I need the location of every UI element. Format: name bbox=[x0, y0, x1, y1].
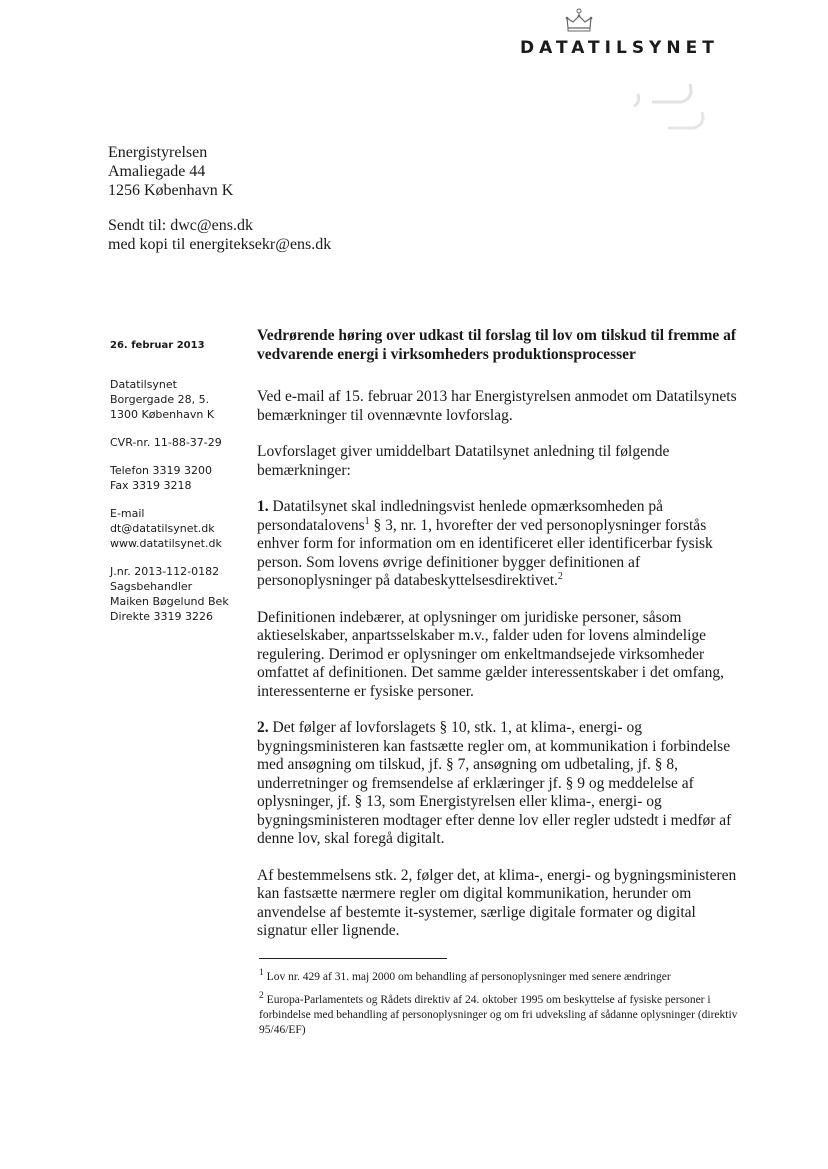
sender-address-line: Datatilsynet bbox=[110, 378, 177, 391]
recipient-address bbox=[108, 143, 233, 200]
sent-to-block bbox=[108, 216, 331, 254]
cvr-number bbox=[110, 435, 250, 450]
section-number: 1. bbox=[257, 498, 269, 515]
case-handler-label: Sagsbehandler bbox=[110, 580, 193, 593]
recipient-line: 1256 København K bbox=[108, 182, 234, 199]
paragraph-text: § 3, nr. 1, hvorefter der ved personoplysninger forstås enhver form for information om en identificeret eller identificerbar fysisk person. Som lovens øvrige definitioner bygger definitionen af personoplysninger på databeskyttelsesdirektivet. bbox=[257, 516, 713, 589]
footnote-text: Lov nr. 429 af 31. maj 2000 om behandling af personoplysninger med senere ændringer bbox=[263, 970, 671, 983]
letter-date: 26. februar 2013 bbox=[110, 340, 205, 351]
footnote-divider bbox=[259, 958, 447, 959]
footnote-ref: 1 bbox=[364, 515, 370, 527]
case-handler-phone: Direkte 3319 3226 bbox=[110, 610, 214, 623]
cc-line: med kopi til energiteksekr@ens.dk bbox=[108, 236, 332, 253]
recipient-line: Energistyrelsen bbox=[108, 144, 208, 161]
faint-watermark-mark bbox=[612, 66, 712, 146]
sent-to-line: Sendt til: dwc@ens.dk bbox=[108, 217, 253, 234]
body-paragraph: Lovforslaget giver umiddelbart Datatilsynet anledning til følgende bemærkninger: bbox=[257, 443, 670, 479]
phone-line: Telefon 3319 3200 bbox=[110, 464, 212, 477]
contact-web bbox=[110, 506, 250, 551]
case-info bbox=[110, 564, 250, 624]
sender-address-line: 1300 København K bbox=[110, 408, 215, 421]
recipient-line: Amaliegade 44 bbox=[108, 163, 206, 180]
org-logo-text: DATATILSYNET bbox=[520, 38, 719, 58]
body-paragraph bbox=[257, 719, 745, 849]
body-paragraph bbox=[257, 498, 745, 591]
body-paragraph: Af bestemmelsens stk. 2, følger det, at klima-, energi- og bygningsministeren kan fastsætte nærmere regler om digital kommunikation, herunder om anvendelse af bestemte it-systemer, særlige digitale formater og digital signatur eller lignende. bbox=[257, 866, 737, 939]
footnote-number: 1 bbox=[259, 967, 264, 978]
letter-subject: Vedrørende høring over udkast til forslag til lov om tilskud til fremme af vedvarende energi i virksomheders produktionsprocesser bbox=[257, 327, 737, 363]
body-paragraph: Ved e-mail af 15. februar 2013 har Energistyrelsen anmodet om Datatilsynets bemærkninger til ovennævnte lovforslag. bbox=[257, 388, 737, 424]
fax-line: Fax 3319 3218 bbox=[110, 479, 192, 492]
cvr-line: CVR-nr. 11-88-37-29 bbox=[110, 436, 222, 449]
footnote-number: 2 bbox=[259, 989, 264, 1001]
paragraph-text: Det følger af lovforslagets § 10, stk. 1, at klima-, energi- og bygningsministeren kan fastsætte regler om, at kommunikation i forbindelse med ansøgning om tilskud, jf. § 7, ansøgning om udbetaling, jf. § 8, underretninger og fremsendelse af erklæringer jf. § 9 og meddelelse af oplysninger, jf. § 13, som Energistyrelsen eller klima-, energi- og bygningsministeren modtager efter denne lov eller regler udstedt i medfør af denne lov, skal foregå digitalt. bbox=[257, 719, 732, 847]
sender-address-line: Borgergade 28, 5. bbox=[110, 393, 210, 406]
footnote bbox=[259, 965, 739, 985]
section-number: 2. bbox=[257, 719, 269, 736]
footnote-text: Europa-Parlamentets og Rådets direktiv af 24. oktober 1995 om beskyttelse af fysiske personer i forbindelse med behandling af personoplysninger og om fri udveksling af sådanne oplysninger (direktiv 95/46/EF) bbox=[259, 993, 738, 1036]
email-label: E-mail bbox=[110, 507, 145, 520]
letter-body bbox=[257, 327, 745, 959]
case-handler-name: Maiken Bøgelund Bek bbox=[110, 595, 229, 608]
paragraph-text: Datatilsynet skal indledningsvist henlede opmærksomheden på persondatalovens bbox=[257, 498, 663, 534]
sender-address bbox=[110, 377, 250, 422]
phone-fax bbox=[110, 463, 250, 493]
crown-icon bbox=[564, 8, 594, 34]
sender-sidebar bbox=[110, 338, 250, 637]
website-address: www.datatilsynet.dk bbox=[110, 537, 222, 550]
case-number: J.nr. 2013-112-0182 bbox=[110, 565, 220, 578]
footnote bbox=[259, 988, 739, 1038]
email-address: dt@datatilsynet.dk bbox=[110, 522, 215, 535]
footnotes bbox=[259, 965, 739, 1041]
footnote-ref: 2 bbox=[557, 570, 563, 582]
body-paragraph: Definitionen indebærer, at oplysninger om juridiske personer, såsom aktieselskaber, anpartsselskaber m.v., falder uden for lovens almindelige regulering. Derimod er oplysninger om enkeltmandsejede virksomheder omfattet af definitionen. Det samme gælder interessentskaber i det omfang, interessenterne er fysiske personer. bbox=[257, 608, 725, 700]
